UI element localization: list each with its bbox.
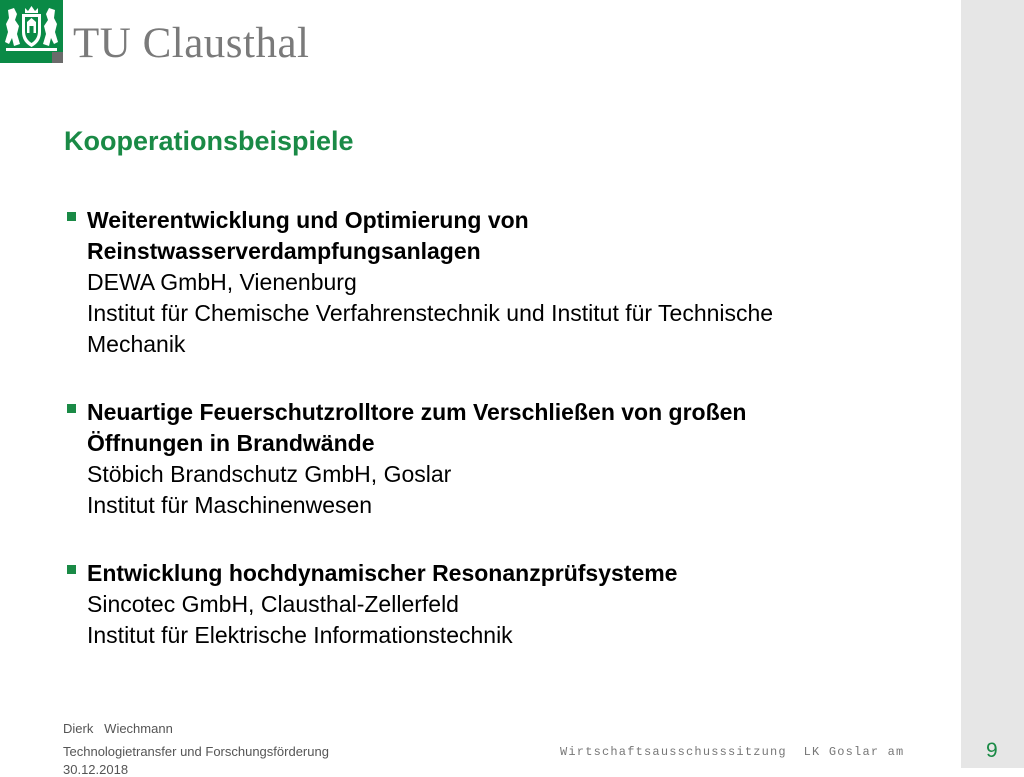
bullet-item — [64, 397, 944, 521]
bullet-heading: Reinstwasserverdampfungsanlagen — [87, 238, 481, 264]
right-side-band — [961, 0, 1024, 768]
bullet-detail: Mechanik — [87, 331, 186, 357]
bullet-square-icon — [67, 565, 76, 574]
bullet-detail: Institut für Maschinenwesen — [87, 492, 373, 518]
bullet-square-icon — [67, 404, 76, 413]
bullet-detail: Institut für Chemische Verfahrenstechnik und Institut für Technische — [87, 300, 774, 326]
logo-square-accent — [52, 52, 63, 63]
bullet-detail: Sincotec GmbH, Clausthal-Zellerfeld — [87, 591, 459, 617]
footer-author: Dierk Wiechmann — [63, 721, 173, 736]
footer-event: Wirtschaftsausschusssitzung LK Goslar am — [560, 745, 905, 759]
page-number: 9 — [986, 739, 998, 762]
bullet-heading: Neuartige Feuerschutzrolltore zum Verschließen von großen — [87, 399, 747, 425]
university-name: TU Clausthal — [73, 20, 310, 67]
bullet-item — [64, 558, 944, 651]
bullet-item — [64, 205, 944, 360]
slide-title: Kooperationsbeispiele — [64, 126, 354, 156]
bullet-detail: Stöbich Brandschutz GmbH, Goslar — [87, 461, 452, 487]
bullet-heading: Weiterentwicklung und Optimierung von — [87, 207, 529, 233]
footer-department: Technologietransfer und Forschungsförderung — [63, 744, 329, 759]
bullet-square-icon — [67, 212, 76, 221]
bullet-detail: Institut für Elektrische Informationstechnik — [87, 622, 513, 648]
bullet-heading: Entwicklung hochdynamischer Resonanzprüfsysteme — [87, 560, 678, 586]
footer-date: 30.12.2018 — [63, 762, 129, 777]
bullet-detail: DEWA GmbH, Vienenburg — [87, 269, 357, 295]
bullet-heading: Öffnungen in Brandwände — [87, 430, 375, 456]
bullet-list — [64, 205, 944, 651]
